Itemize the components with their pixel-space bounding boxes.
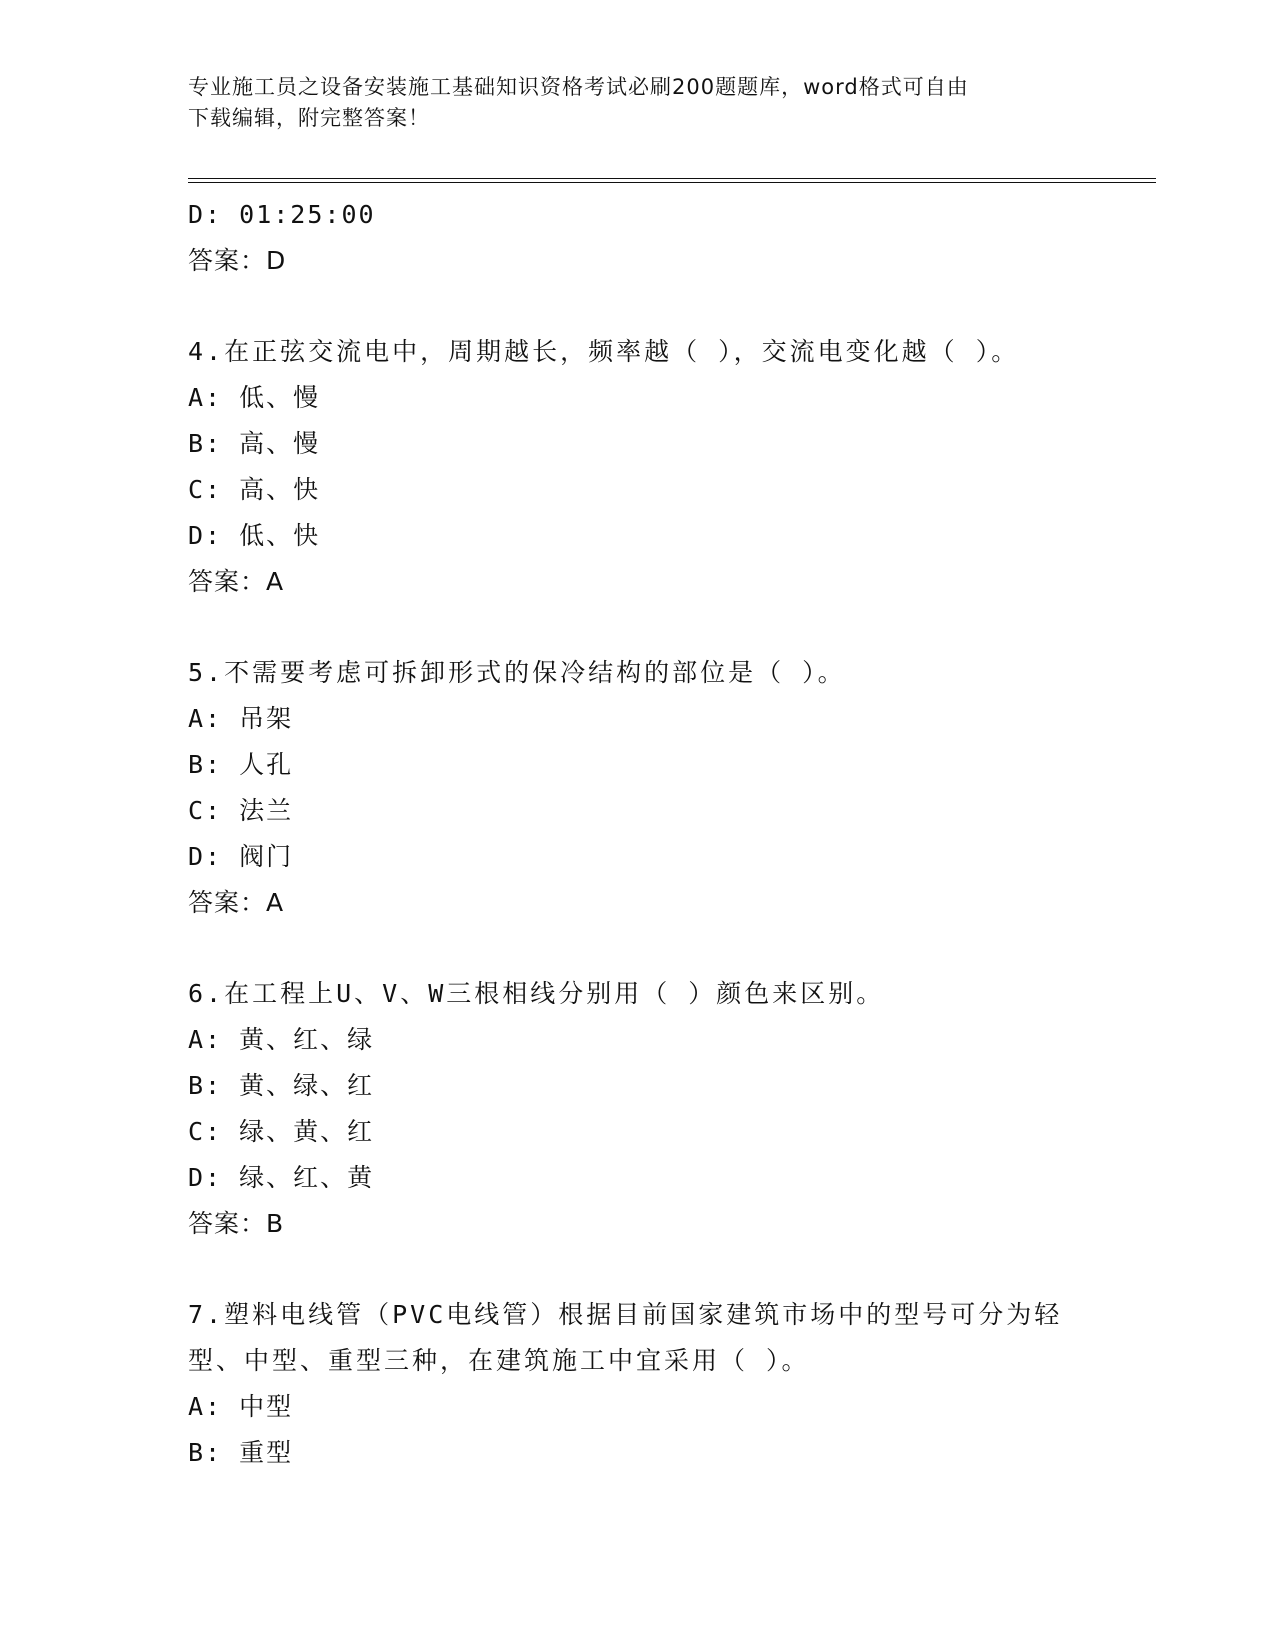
question-5 bbox=[188, 650, 1088, 926]
header-line-2: 下载编辑，附完整答案！ bbox=[188, 106, 430, 130]
option-a: A: 中型 bbox=[188, 1392, 294, 1421]
option-d: D: 阀门 bbox=[188, 842, 294, 871]
spacer bbox=[188, 284, 1088, 329]
option-a: A: 低、慢 bbox=[188, 383, 321, 412]
option-b: B: 高、慢 bbox=[188, 429, 321, 458]
option-d: D: 01:25:00 bbox=[188, 200, 376, 229]
question-text: 4.在正弦交流电中，周期越长，频率越（ ），交流电变化越（ ）。 bbox=[188, 337, 1020, 366]
question-content bbox=[188, 192, 1088, 1476]
option-a: A: 吊架 bbox=[188, 704, 294, 733]
spacer bbox=[188, 1247, 1088, 1292]
option-a: A: 黄、红、绿 bbox=[188, 1025, 375, 1054]
answer-line: 答案：A bbox=[188, 888, 285, 917]
question-4 bbox=[188, 329, 1088, 605]
spacer bbox=[188, 926, 1088, 971]
document-header bbox=[188, 72, 1068, 134]
question-text: 6.在工程上U、V、W三根相线分别用（ ）颜色来区别。 bbox=[188, 979, 885, 1008]
option-b: B: 人孔 bbox=[188, 750, 294, 779]
option-d: D: 绿、红、黄 bbox=[188, 1163, 375, 1192]
answer-line: 答案：A bbox=[188, 567, 285, 596]
question-6 bbox=[188, 971, 1088, 1247]
option-c: C: 法兰 bbox=[188, 796, 294, 825]
header-line-1: 专业施工员之设备安装施工基础知识资格考试必刷200题题库，word格式可自由 bbox=[188, 75, 969, 99]
option-c: C: 高、快 bbox=[188, 475, 321, 504]
answer-line: 答案：D bbox=[188, 246, 287, 275]
question-text: 5.不需要考虑可拆卸形式的保冷结构的部位是（ ）。 bbox=[188, 658, 846, 687]
option-c: C: 绿、黄、红 bbox=[188, 1117, 375, 1146]
question-7 bbox=[188, 1292, 1088, 1476]
option-b: B: 重型 bbox=[188, 1438, 294, 1467]
question-text-line-2: 型、中型、重型三种，在建筑施工中宜采用（ ）。 bbox=[188, 1346, 810, 1375]
question-text-line-1: 7.塑料电线管（PVC电线管）根据目前国家建筑市场中的型号可分为轻 bbox=[188, 1300, 1063, 1329]
header-divider bbox=[188, 178, 1156, 183]
option-d: D: 低、快 bbox=[188, 521, 321, 550]
option-b: B: 黄、绿、红 bbox=[188, 1071, 375, 1100]
answer-line: 答案：B bbox=[188, 1209, 285, 1238]
spacer bbox=[188, 605, 1088, 650]
